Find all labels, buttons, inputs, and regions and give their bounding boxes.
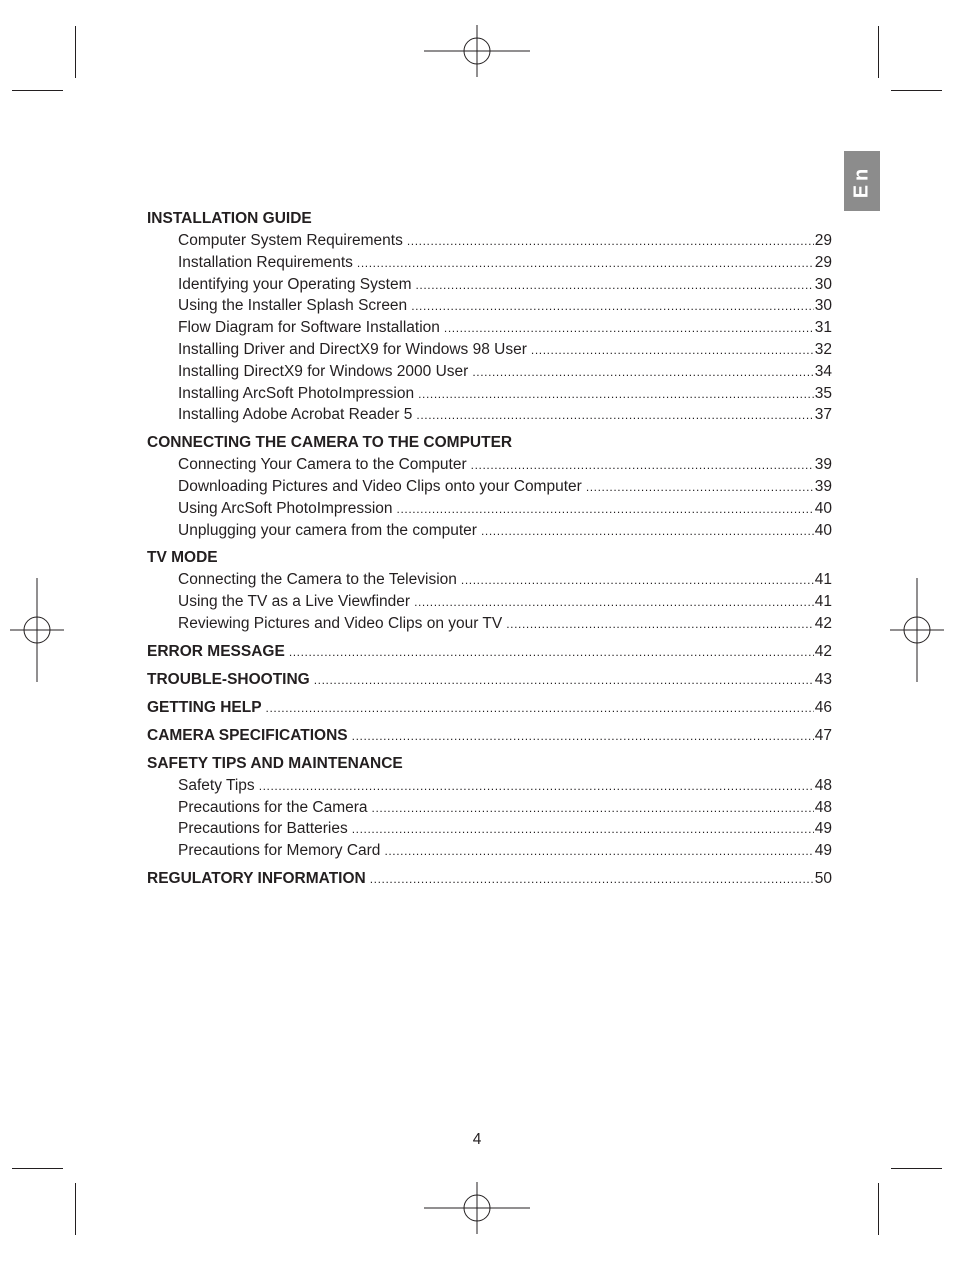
- toc-entry-page-number: 43: [814, 670, 832, 688]
- toc-entry-label: Safety Tips: [178, 776, 255, 794]
- toc-entry-page-number: 42: [814, 614, 832, 632]
- toc-dot-leader: [531, 340, 814, 362]
- toc-entry-label: Reviewing Pictures and Video Clips on your TV: [178, 614, 503, 632]
- page-number: 4: [472, 1131, 482, 1148]
- toc-entry: [147, 274, 832, 296]
- toc-section-heading: TV MODE: [147, 549, 218, 567]
- toc-entry-label: Installing Driver and DirectX9 for Windows 98 User: [178, 340, 527, 358]
- toc-entry-page-number: 30: [814, 275, 832, 293]
- toc-entry: [147, 613, 832, 635]
- toc-dot-leader: [259, 776, 814, 798]
- toc-dot-leader: [289, 641, 814, 663]
- toc-entry: [147, 797, 832, 819]
- toc-entry: [147, 591, 832, 613]
- toc-dot-leader: [370, 868, 814, 890]
- toc-entry-label: Precautions for Memory Card: [178, 842, 381, 860]
- toc-main-entry: [147, 697, 832, 719]
- toc-entry: [147, 295, 832, 317]
- toc-entry-page-number: 42: [814, 642, 832, 660]
- toc-entry-page-number: 46: [814, 698, 832, 716]
- toc-section: [147, 432, 832, 541]
- toc-dot-leader: [411, 296, 814, 318]
- toc-entry: [147, 818, 832, 840]
- toc-dot-leader: [407, 231, 814, 253]
- toc-main-entry-group: [147, 697, 832, 719]
- registration-mark-bottom: [424, 1182, 530, 1234]
- toc-dot-leader: [586, 477, 814, 499]
- toc-dot-leader: [357, 253, 814, 275]
- toc-dot-leader: [506, 614, 814, 636]
- toc-dot-leader: [461, 570, 814, 592]
- toc-dot-leader: [418, 384, 814, 406]
- crop-mark-top-right-vertical: [878, 26, 879, 78]
- toc-entry-page-number: 41: [814, 593, 832, 611]
- crop-mark-top-left-vertical: [75, 26, 76, 78]
- toc-entry: [147, 498, 832, 520]
- toc-entry-label: Precautions for Batteries: [178, 820, 348, 838]
- toc-main-entry: [147, 868, 832, 890]
- toc-entry: [147, 476, 832, 498]
- toc-entry-page-number: 49: [814, 842, 832, 860]
- language-tab-label: En: [850, 164, 873, 198]
- toc-entry-page-number: 48: [814, 776, 832, 794]
- toc-entry: [147, 252, 832, 274]
- toc-entry-label: Using the Installer Splash Screen: [178, 297, 408, 315]
- toc-entry-page-number: 47: [814, 726, 832, 744]
- toc-entry-page-number: 41: [814, 571, 832, 589]
- crop-mark-bottom-left-horizontal: [12, 1168, 63, 1169]
- toc-dot-leader: [352, 725, 814, 747]
- registration-mark-right: [890, 578, 944, 682]
- toc-entry-page-number: 34: [814, 362, 832, 380]
- toc-entry-label: Installing DirectX9 for Windows 2000 User: [178, 362, 469, 380]
- toc-entry-label: Identifying your Operating System: [178, 275, 412, 293]
- toc-entry-page-number: 39: [814, 477, 832, 495]
- toc-main-entry: [147, 641, 832, 663]
- toc-dot-leader: [372, 798, 814, 820]
- toc-entry-page-number: 40: [814, 521, 832, 539]
- toc-section-heading: SAFETY TIPS AND MAINTENANCE: [147, 754, 403, 772]
- toc-dot-leader: [481, 521, 814, 543]
- toc-main-entry: [147, 725, 832, 747]
- crop-mark-top-left-horizontal: [12, 90, 63, 91]
- toc-dot-leader: [414, 592, 814, 614]
- toc-dot-leader: [471, 455, 814, 477]
- toc-entry: [147, 569, 832, 591]
- toc-entry-label: Connecting the Camera to the Television: [178, 571, 457, 589]
- registration-mark-left: [10, 578, 64, 682]
- toc-entry-page-number: 29: [814, 253, 832, 271]
- toc-entry: [147, 840, 832, 862]
- toc-section: [147, 208, 832, 426]
- toc-dot-leader: [314, 669, 814, 691]
- toc-entry-label: Computer System Requirements: [178, 232, 403, 249]
- toc-entry-page-number: 50: [814, 869, 832, 887]
- toc-entry-label: Installing ArcSoft PhotoImpression: [178, 384, 415, 402]
- toc-entry-label: Installing Adobe Acrobat Reader 5: [178, 406, 413, 424]
- toc-entry-page-number: 40: [814, 499, 832, 517]
- toc-dot-leader: [266, 697, 814, 719]
- language-tab: [844, 151, 880, 211]
- toc-entry-page-number: 29: [814, 232, 832, 249]
- toc-entry-page-number: 49: [814, 820, 832, 838]
- toc-entry: [147, 383, 832, 405]
- toc-entry: [147, 317, 832, 339]
- toc-entry-page-number: 30: [814, 297, 832, 315]
- toc-dot-leader: [352, 819, 814, 841]
- crop-mark-bottom-left-vertical: [75, 1183, 76, 1235]
- toc-entry-label: CAMERA SPECIFICATIONS: [147, 726, 348, 744]
- toc-entry: [147, 520, 832, 542]
- toc-section-heading: INSTALLATION GUIDE: [147, 210, 312, 227]
- toc-entry-label: REGULATORY INFORMATION: [147, 869, 366, 887]
- registration-mark-top: [424, 25, 530, 77]
- toc-main-entry: [147, 669, 832, 691]
- toc-main-entry-group: [147, 641, 832, 663]
- toc-entry-label: ERROR MESSAGE: [147, 642, 285, 660]
- toc-entry: [147, 454, 832, 476]
- toc-dot-leader: [384, 841, 813, 863]
- toc-entry-label: Connecting Your Camera to the Computer: [178, 456, 467, 474]
- toc-entry: [147, 404, 832, 426]
- crop-mark-bottom-right-horizontal: [891, 1168, 942, 1169]
- toc-dot-leader: [472, 362, 813, 384]
- crop-mark-bottom-right-vertical: [878, 1183, 879, 1235]
- toc-entry-label: Precautions for the Camera: [178, 798, 368, 816]
- toc-entry: [147, 361, 832, 383]
- toc-entry-label: GETTING HELP: [147, 698, 262, 716]
- toc-dot-leader: [416, 405, 813, 427]
- toc-section-heading: CONNECTING THE CAMERA TO THE COMPUTER: [147, 434, 513, 452]
- crop-mark-top-right-horizontal: [891, 90, 942, 91]
- toc-entry-page-number: 31: [814, 319, 832, 337]
- toc-entry-label: Flow Diagram for Software Installation: [178, 319, 440, 337]
- table-of-contents: [147, 208, 832, 896]
- toc-main-entry-group: [147, 868, 832, 890]
- toc-entry-page-number: 37: [814, 406, 832, 424]
- toc-dot-leader: [415, 275, 813, 297]
- toc-main-entry-group: [147, 669, 832, 691]
- toc-dot-leader: [397, 499, 814, 521]
- toc-entry-label: Installation Requirements: [178, 253, 353, 271]
- toc-entry: [147, 230, 832, 252]
- toc-entry-label: TROUBLE-SHOOTING: [147, 670, 310, 688]
- toc-dot-leader: [444, 318, 814, 340]
- toc-entry-label: Downloading Pictures and Video Clips onto your Computer: [178, 477, 582, 495]
- toc-section: [147, 753, 832, 862]
- toc-main-entry-group: [147, 725, 832, 747]
- toc-section: [147, 547, 832, 634]
- toc-entry-label: Unplugging your camera from the computer: [178, 521, 477, 539]
- toc-entry-page-number: 48: [814, 798, 832, 816]
- toc-entry-label: Using ArcSoft PhotoImpression: [178, 499, 393, 517]
- toc-entry: [147, 339, 832, 361]
- toc-entry-page-number: 39: [814, 456, 832, 474]
- toc-entry-label: Using the TV as a Live Viewfinder: [178, 593, 411, 611]
- toc-entry-page-number: 32: [814, 340, 832, 358]
- toc-entry: [147, 775, 832, 797]
- toc-entry-page-number: 35: [814, 384, 832, 402]
